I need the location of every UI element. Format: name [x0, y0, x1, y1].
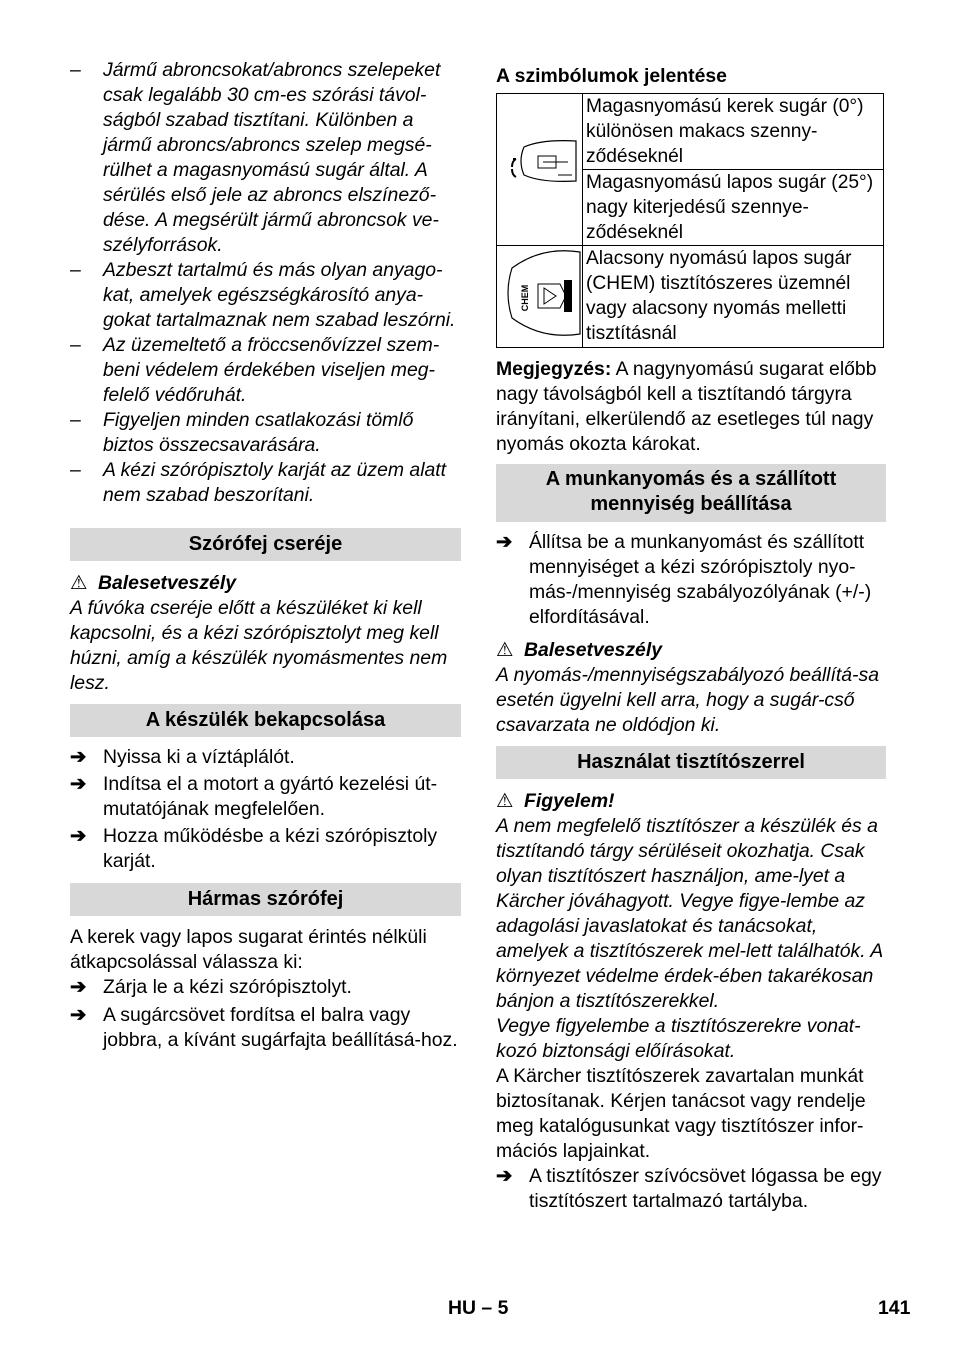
section-heading-triple-nozzle: Hármas szórófej	[70, 883, 461, 916]
symbols-table	[496, 93, 884, 348]
arrow-icon: ➔	[70, 825, 87, 847]
right-column	[496, 58, 886, 1214]
section-heading-nozzle-change: Szórófej cseréje	[70, 528, 461, 561]
list-item: ➔ Hozza működésbe a kézi szórópisztoly karját.	[70, 825, 438, 872]
arrow-icon: ➔	[70, 746, 87, 768]
list-item: ➔ Nyissa ki a víztáplálót.	[70, 746, 295, 768]
warning-title: ⚠ Balesetveszély	[496, 639, 662, 661]
warning-text: A fúvóka cseréje előtt a készüléket ki kell kapcsolni, és a kézi szórópisztolyt meg kell húzni, amíg a készülék nyomásmentes nem lesz.	[70, 597, 448, 694]
note-paragraph: Megjegyzés: A nagynyomású sugarat előbb nagy távolságból kell a tisztítandó tárgyra irányítani, elkerülendő az esetleges túl nagy nyomás okozta károkat.	[496, 358, 877, 455]
symbol-description: Magasnyomású lapos sugár (25°) nagy kiterjedésű szennye-ződéseknél	[583, 170, 884, 246]
page-number: 141	[878, 1297, 911, 1319]
list-item: – A kézi szórópisztoly karját az üzem alatt nem szabad beszorítani.	[70, 459, 447, 506]
left-column	[70, 58, 461, 1053]
table-row	[497, 246, 884, 348]
list-item: ➔ A sugárcsövet fordítsa el balra vagy jobbra, a kívánt sugárfajta beállításá-hoz.	[70, 1004, 458, 1051]
list-item: ➔ A tisztítószer szívócsövet lógassa be egy tisztítószert tartalmazó tartályba.	[496, 1165, 882, 1212]
footer-section-label: HU – 5	[448, 1297, 509, 1319]
list-item: ➔ Állítsa be a munkanyomást és szállított mennyiséget a kézi szórópisztoly nyo-más-/mennyiség szabályozólyának (+/-) elfordításával.	[496, 531, 872, 628]
symbol-description: Alacsony nyomású lapos sugár (CHEM) tisztítószeres üzemnél vagy alacsony nyomás melletti tisztításnál	[583, 246, 884, 348]
arrow-icon: ➔	[496, 1165, 513, 1187]
section-heading-detergent: Használat tisztítószerrel	[496, 746, 886, 779]
arrow-icon: ➔	[496, 531, 513, 553]
warning-title: ⚠ Figyelem!	[496, 790, 615, 812]
arrow-icon: ➔	[70, 773, 87, 795]
triple-nozzle-intro: A kerek vagy lapos sugarat érintés nélküli átkapcsolással válassza ki:	[70, 926, 427, 973]
safety-list	[70, 58, 461, 508]
switch-on-steps	[70, 745, 461, 874]
arrow-icon: ➔	[70, 976, 87, 998]
warning-title: ⚠ Balesetveszély	[70, 572, 236, 594]
list-item: ➔ Indítsa el a motort a gyártó kezelési út-mutatójának megfelelően.	[70, 773, 438, 820]
list-item: ➔ Zárja le a kézi szórópisztolyt.	[70, 976, 352, 998]
chem-label: CHEM	[519, 284, 530, 312]
section-heading-pressure-setting: A munkanyomás és a szállított mennyiség beállítása	[496, 464, 886, 522]
table-row	[497, 94, 884, 170]
symbols-title: A szimbólumok jelentése	[496, 65, 727, 87]
note-label: Megjegyzés:	[496, 358, 612, 380]
arrow-icon: ➔	[70, 1004, 87, 1026]
list-item: – Azbeszt tartalmú és más olyan anyago-kat, amelyek egészségkárosító anya-gokat tartalmaznak nem szabad leszórni.	[70, 259, 456, 331]
warning-icon: ⚠	[496, 639, 514, 661]
warning-text: A nem megfelelő tisztítószer a készülék és a tisztítandó tárgy sérüléseit okozhatja. Csak olyan tisztítószert használjon, ame-lyet a Kärcher jóváhagyott. Vegye figye-lembe az adagolási javaslatokat és tanácsokat, amelyek a tisztítószerek mel-lett találhatók. A környezet védelme érdek-ében takarékosan bánjon a tisztítószerekkel.	[496, 815, 883, 1012]
section-heading-switch-on: A készülék bekapcsolása	[70, 704, 461, 737]
warning-icon: ⚠	[496, 790, 514, 812]
warning-text: Vegye figyelembe a tisztítószerekre vonat-kozó biztonsági előírásokat.	[496, 1015, 861, 1062]
chem-image-cell	[497, 246, 583, 348]
list-item: – Figyeljen minden csatlakozási tömlő biztos összecsavarására.	[70, 409, 414, 456]
list-item: – Az üzemeltető a fröccsenővízzel szem-beni védelem érdekében viseljen meg-felelő védőruhát.	[70, 334, 440, 406]
triple-nozzle-steps	[70, 975, 461, 1053]
warning-icon: ⚠	[70, 572, 88, 594]
list-item: – Jármű abroncsokat/abroncs szelepeket csak legalább 30 cm-es szórási távol-ságból szabad tisztítani. Különben a jármű abroncs/abroncs szelep megsé-rülhet a magasnyomású sugár által. A sérülés első jele az abroncs elszínező-dése. A megsérült jármű abroncsok ve-szélyforrások.	[70, 59, 441, 256]
chem-nozzle-icon	[498, 246, 582, 340]
warning-text: A nyomás-/mennyiségszabályozó beállítá-sa esetén ügyelni kell arra, hogy a sugár-cső csavarzata ne oldódjon ki.	[496, 664, 879, 736]
symbol-description: Magasnyomású kerek sugár (0°) különösen makacs szenny-ződéseknél	[583, 94, 884, 170]
detergent-paragraph: A Kärcher tisztítószerek zavartalan munkát biztosítanak. Kérjen tanácsot vagy rendelje meg katalógusunkat vagy tisztítószer infor-mációs lapjainkat.	[496, 1065, 866, 1162]
nozzle-rotate-icon	[498, 131, 582, 201]
nozzle-image-cell	[497, 94, 583, 246]
